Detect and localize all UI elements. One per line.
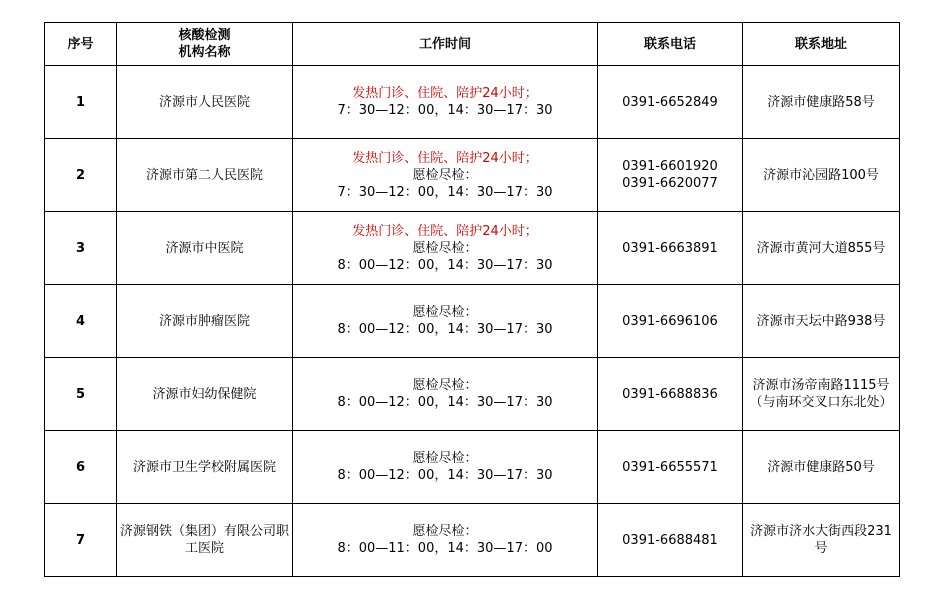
hours-time: 7：30—12：00，14：30—17：30 <box>337 103 553 118</box>
hours-time: 7：30—12：00，14：30—17：30 <box>337 184 553 200</box>
cell-name: 济源市肿瘤医院 <box>117 285 293 358</box>
phone-1: 0391-6655571 <box>622 459 718 475</box>
cell-phone <box>598 139 743 212</box>
cell-phone <box>598 431 743 504</box>
table-row <box>45 285 900 358</box>
hours-note: 愿检尽检： <box>412 524 478 539</box>
cell-address: 济源市黄河大道855号 <box>743 212 900 285</box>
cell-idx: 5 <box>45 358 117 431</box>
hours-note: 愿检尽检： <box>412 305 478 320</box>
header-org-line1: 核酸检测 <box>178 28 231 43</box>
phone-1: 0391-6688481 <box>622 532 718 548</box>
cell-address: 济源市健康路58号 <box>743 66 900 139</box>
header-phone: 联系电话 <box>598 23 743 66</box>
cell-idx: 2 <box>45 139 117 212</box>
cell-hours <box>293 431 598 504</box>
cell-hours <box>293 358 598 431</box>
phone-1: 0391-6663891 <box>622 240 718 256</box>
cell-phone <box>598 358 743 431</box>
hours-note: 愿检尽检： <box>412 167 478 183</box>
table-row <box>45 358 900 431</box>
cell-hours <box>293 285 598 358</box>
table-row <box>45 139 900 212</box>
phone-1: 0391-6601920 <box>622 159 718 174</box>
hours-time: 8：00—11：00，14：30—17：00 <box>337 541 553 556</box>
phone-1: 0391-6652849 <box>622 94 718 110</box>
hours-note: 愿检尽检： <box>412 451 478 466</box>
table-row <box>45 431 900 504</box>
phone-1: 0391-6688836 <box>622 386 718 402</box>
cell-name: 济源市妇幼保健院 <box>117 358 293 431</box>
hours-time: 8：00—12：00，14：30—17：30 <box>337 395 553 410</box>
header-address: 联系地址 <box>743 23 900 66</box>
cell-hours <box>293 504 598 577</box>
cell-name: 济源市中医院 <box>117 212 293 285</box>
cell-idx: 6 <box>45 431 117 504</box>
hours-time: 8：00—12：00，14：30—17：30 <box>337 468 553 483</box>
cell-name: 济源市人民医院 <box>117 66 293 139</box>
hours-time: 8：00—12：00，14：30—17：30 <box>337 257 553 273</box>
table-row <box>45 504 900 577</box>
cell-name: 济源市卫生学校附属医院 <box>117 431 293 504</box>
table-header-row <box>45 23 900 66</box>
testing-sites-table <box>44 22 900 577</box>
header-org <box>117 23 293 66</box>
hours-time: 8：00—12：00，14：30—17：30 <box>337 322 553 337</box>
cell-idx: 1 <box>45 66 117 139</box>
hours-note: 愿检尽检： <box>412 240 478 256</box>
cell-address: 济源市济水大街西段231号 <box>743 504 900 577</box>
cell-idx: 4 <box>45 285 117 358</box>
cell-hours <box>293 66 598 139</box>
cell-phone <box>598 66 743 139</box>
cell-idx: 3 <box>45 212 117 285</box>
header-hours: 工作时间 <box>293 23 598 66</box>
cell-name: 济源钢铁（集团）有限公司职工医院 <box>117 504 293 577</box>
phone-1: 0391-6696106 <box>622 313 718 329</box>
cell-name: 济源市第二人民医院 <box>117 139 293 212</box>
cell-phone <box>598 285 743 358</box>
cell-address: 济源市沁园路100号 <box>743 139 900 212</box>
cell-hours <box>293 139 598 212</box>
table-row <box>45 212 900 285</box>
cell-address: 济源市天坛中路938号 <box>743 285 900 358</box>
hours-red: 发热门诊、住院、陪护24小时； <box>352 86 538 101</box>
hours-red: 发热门诊、住院、陪护24小时； <box>352 223 538 239</box>
cell-address: 济源市健康路50号 <box>743 431 900 504</box>
cell-idx: 7 <box>45 504 117 577</box>
cell-hours <box>293 212 598 285</box>
table-row <box>45 66 900 139</box>
header-idx: 序号 <box>45 23 117 66</box>
cell-address: 济源市汤帝南路1115号（与南环交叉口东北处） <box>743 358 900 431</box>
hours-red: 发热门诊、住院、陪护24小时； <box>352 150 538 166</box>
cell-phone <box>598 212 743 285</box>
header-org-line2: 机构名称 <box>178 45 231 60</box>
phone-2: 0391-6620077 <box>622 176 718 191</box>
hours-note: 愿检尽检： <box>412 378 478 393</box>
cell-phone <box>598 504 743 577</box>
